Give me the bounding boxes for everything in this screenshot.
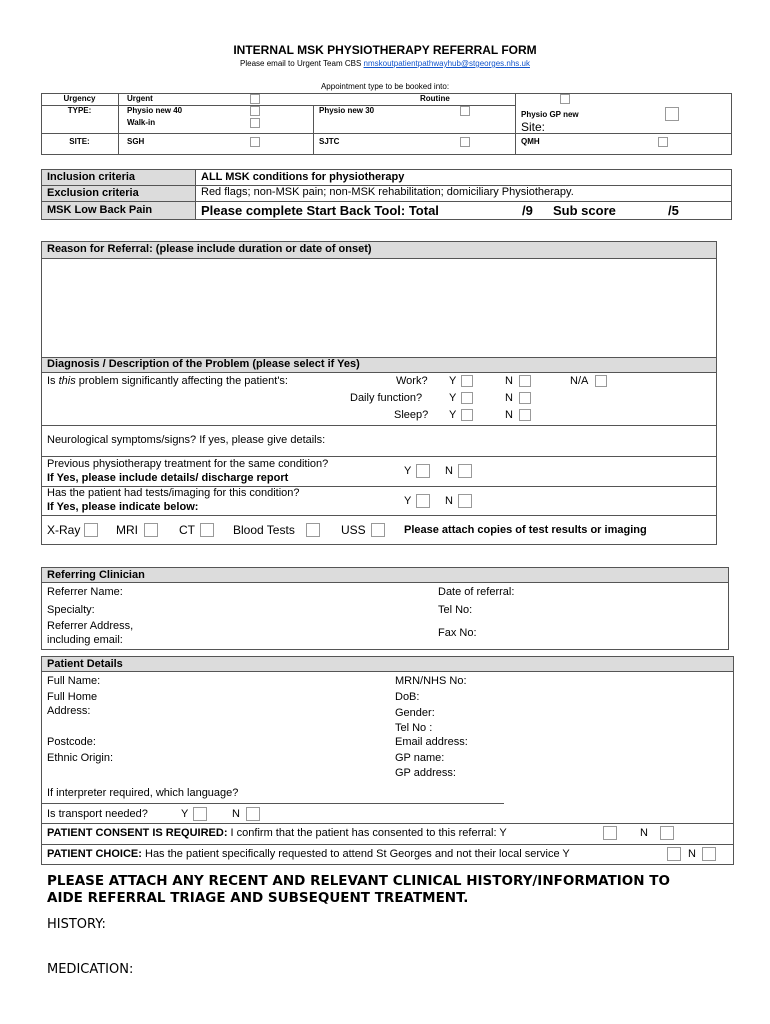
work-na-checkbox[interactable] <box>595 375 607 387</box>
consent-n-label: N <box>640 827 648 839</box>
exclusion-value: Red flags; non-MSK pain; non-MSK rehabilitation; domiciliary Physiotherapy. <box>201 186 574 198</box>
transport-y-checkbox[interactable] <box>193 807 207 821</box>
clinician-fax-label: Fax No: <box>438 627 477 639</box>
gp-name-label: GP name: <box>395 752 445 764</box>
reason-input-area[interactable] <box>42 259 716 357</box>
sgh-checkbox[interactable] <box>250 137 260 147</box>
mri-checkbox[interactable] <box>144 523 158 537</box>
clinician-header: Referring Clinician <box>47 569 145 581</box>
sleep-n-checkbox[interactable] <box>519 409 531 421</box>
tests-y-label: Y <box>404 495 412 507</box>
walk-in-checkbox[interactable] <box>250 118 260 128</box>
choice-n-checkbox[interactable] <box>702 847 716 861</box>
consent-n-checkbox[interactable] <box>660 826 674 840</box>
consent-statement <box>47 827 507 839</box>
specialty-label: Specialty: <box>47 604 95 616</box>
daily-y-label: Y <box>449 392 457 404</box>
transport-n-label: N <box>232 808 240 820</box>
xray-label: X-Ray <box>47 523 81 537</box>
lbp-value: Please complete Start Back Tool: Total <box>201 203 439 218</box>
exclusion-label: Exclusion criteria <box>47 187 139 199</box>
home-address-label-1: Full Home <box>47 691 98 703</box>
tests-n-label: N <box>445 495 453 507</box>
choice-n-label: N <box>688 848 696 860</box>
appointment-label: Appointment type to be booked into: <box>320 82 450 91</box>
affecting-question <box>47 375 288 387</box>
home-address-label-2: Address: <box>47 705 91 717</box>
tests-instruction: If Yes, please indicate below: <box>47 501 199 513</box>
daily-n-checkbox[interactable] <box>519 392 531 404</box>
referrer-email-label: including email: <box>47 634 123 646</box>
lbp-sub-label: Sub score <box>553 203 616 218</box>
diagnosis-header: Diagnosis / Description of the Problem (please select if Yes) <box>47 358 360 370</box>
full-name-label: Full Name: <box>47 675 101 687</box>
prev-physio-y-checkbox[interactable] <box>416 464 430 478</box>
site-small-label: Site: <box>521 120 546 134</box>
work-n-label: N <box>505 375 513 387</box>
prev-physio-question: Previous physiotherapy treatment for the same condition? <box>47 458 329 470</box>
tests-y-checkbox[interactable] <box>416 494 430 508</box>
blood-tests-label: Blood Tests <box>233 523 295 537</box>
tests-n-checkbox[interactable] <box>458 494 472 508</box>
physio-gp-new-checkbox[interactable] <box>665 107 679 121</box>
xray-checkbox[interactable] <box>84 523 98 537</box>
transport-y-label: Y <box>181 808 189 820</box>
page-title: INTERNAL MSK PHYSIOTHERAPY REFERRAL FORM <box>233 43 537 57</box>
prev-physio-instruction: If Yes, please include details/ discharge report <box>47 472 289 484</box>
ct-checkbox[interactable] <box>200 523 214 537</box>
referrer-address-label: Referrer Address, <box>47 620 134 632</box>
inclusion-value: ALL MSK conditions for physiotherapy <box>201 171 405 183</box>
prev-physio-y-label: Y <box>404 465 412 477</box>
inclusion-label: Inclusion criteria <box>47 171 136 183</box>
prev-physio-n-checkbox[interactable] <box>458 464 472 478</box>
affecting-pre: Is <box>47 375 59 387</box>
consent-text: I confirm that the patient has consented to this referral: Y <box>227 827 507 839</box>
attach-history-note-line1: PLEASE ATTACH ANY RECENT AND RELEVANT CLINICAL HISTORY/INFORMATION TO <box>47 873 670 889</box>
blood-tests-checkbox[interactable] <box>306 523 320 537</box>
choice-bold: PATIENT CHOICE: <box>47 848 142 860</box>
neuro-question: Neurological symptoms/signs? If yes, please give details: <box>47 434 326 446</box>
work-na-label: N/A <box>570 375 589 387</box>
tests-question: Has the patient had tests/imaging for this condition? <box>47 487 300 499</box>
lbp-label: MSK Low Back Pain <box>47 204 153 216</box>
physio-gp-new-option: Physio GP new <box>521 110 579 119</box>
postcode-label: Postcode: <box>47 736 96 748</box>
work-n-checkbox[interactable] <box>519 375 531 387</box>
ethnic-origin-label: Ethnic Origin: <box>47 752 114 764</box>
routine-checkbox[interactable] <box>560 94 570 104</box>
attach-results-note: Please attach copies of test results or imaging <box>404 524 647 536</box>
email-link[interactable]: nmskoutpatientpathwayhub@stgeorges.nhs.uk <box>363 59 530 68</box>
sleep-n-label: N <box>505 409 513 421</box>
choice-y-checkbox[interactable] <box>667 847 681 861</box>
affecting-em: this <box>58 375 76 387</box>
reason-header: Reason for Referral: (please include duration or date of onset) <box>47 243 372 255</box>
prev-physio-n-label: N <box>445 465 453 477</box>
urgent-checkbox[interactable] <box>250 94 260 104</box>
attach-history-note-line2: AIDE REFERRAL TRIAGE AND SUBSEQUENT TREATMENT. <box>47 890 469 906</box>
sleep-label: Sleep? <box>394 409 429 421</box>
clinician-tel-label: Tel No: <box>438 604 473 616</box>
urgent-option: Urgent <box>127 94 153 103</box>
date-of-referral-label: Date of referral: <box>438 586 515 598</box>
daily-label: Daily function? <box>350 392 423 404</box>
routine-option: Routine <box>420 94 450 103</box>
transport-n-checkbox[interactable] <box>246 807 260 821</box>
physio-new-30-checkbox[interactable] <box>460 106 470 116</box>
sjtc-checkbox[interactable] <box>460 137 470 147</box>
sleep-y-label: Y <box>449 409 457 421</box>
choice-statement <box>47 848 570 860</box>
work-label: Work? <box>396 375 428 387</box>
work-y-checkbox[interactable] <box>461 375 473 387</box>
gender-label: Gender: <box>395 707 435 719</box>
daily-n-label: N <box>505 392 513 404</box>
physio-new-40-checkbox[interactable] <box>250 106 260 116</box>
physio-new-30-option: Physio new 30 <box>319 106 375 115</box>
sleep-y-checkbox[interactable] <box>461 409 473 421</box>
email-prefix: Please email to Urgent Team CBS <box>240 59 362 68</box>
email-instruction <box>0 59 770 68</box>
mri-label: MRI <box>116 523 138 537</box>
sgh-option: SGH <box>127 137 145 146</box>
site-label: SITE: <box>69 137 90 146</box>
ct-label: CT <box>179 523 195 537</box>
qmh-option: QMH <box>521 137 540 146</box>
dob-label: DoB: <box>395 691 420 703</box>
interpreter-label: If interpreter required, which language? <box>47 787 239 799</box>
work-y-label: Y <box>449 375 457 387</box>
walk-in-option: Walk-in <box>127 118 156 127</box>
choice-text: Has the patient specifically requested to attend St Georges and not their local service Y <box>141 848 570 860</box>
physio-new-40-option: Physio new 40 <box>127 106 183 115</box>
affecting-post: problem significantly affecting the patient's: <box>75 375 288 387</box>
patient-email-label: Email address: <box>395 736 468 748</box>
sjtc-option: SJTC <box>319 137 340 146</box>
medication-label: MEDICATION: <box>47 962 134 977</box>
gp-address-label: GP address: <box>395 767 456 779</box>
transport-label: Is transport needed? <box>47 808 148 820</box>
uss-checkbox[interactable] <box>371 523 385 537</box>
urgency-label: Urgency <box>63 94 96 103</box>
patient-tel-label: Tel No : <box>395 722 433 734</box>
consent-bold: PATIENT CONSENT IS REQUIRED: <box>47 827 228 839</box>
lbp-total: /9 <box>522 203 533 218</box>
referrer-name-label: Referrer Name: <box>47 586 123 598</box>
lbp-sub-score: /5 <box>668 203 679 218</box>
type-label: TYPE: <box>67 106 92 115</box>
mrn-label: MRN/NHS No: <box>395 675 467 687</box>
qmh-checkbox[interactable] <box>658 137 668 147</box>
daily-y-checkbox[interactable] <box>461 392 473 404</box>
consent-y-checkbox[interactable] <box>603 826 617 840</box>
history-label: HISTORY: <box>47 917 106 932</box>
patient-header: Patient Details <box>47 658 123 670</box>
uss-label: USS <box>341 523 366 537</box>
